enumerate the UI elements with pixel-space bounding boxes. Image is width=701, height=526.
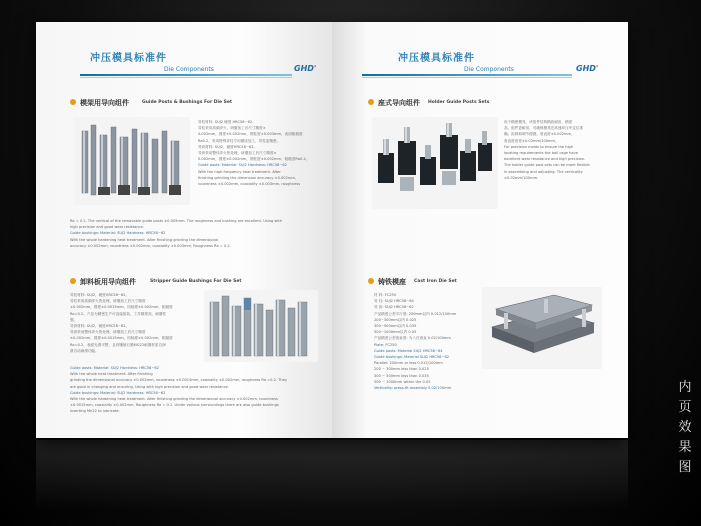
text-line: 导柱采用高频淬火热处理，研磨加工后尺寸精度 (70, 299, 146, 304)
text-line: 200 ~ 300mm less than 0.025 (374, 367, 429, 372)
section-bullet-icon (70, 278, 76, 284)
text-line: 材 料: FC250 (374, 293, 397, 297)
section-bullet-icon (70, 99, 76, 105)
text-line: ±0.002mm，圆度±0.0015mm，同轴度±0.002mm，粗糙度 (70, 336, 173, 341)
right-page (332, 22, 628, 438)
guide-posts-text-full (70, 218, 326, 256)
text-line: roundness ±0.002mm, coaxiality ±0.003mm, roughness (198, 182, 301, 187)
text-line: ±0.02mm/100mm. (504, 175, 539, 180)
text-line: 导柱采用高频淬火，研磨加工后尺寸精度± (198, 126, 266, 131)
section-title-guide-posts: 模架用导向组件 (80, 99, 129, 107)
left-header-title: 冲压模具标准件 (90, 53, 167, 64)
right-logo: GHD' (576, 64, 599, 73)
text-line: in assembling and adjusting. The verticality (504, 169, 583, 174)
text-line: 300 ~ 500mm less than 0.035 (374, 373, 429, 378)
text-line: 0.002mm，圆度±0.002mm，圆柱度±0.002mm，粗糙度Ra0.2。 (198, 157, 310, 162)
text-line: 300~500mm以内 0.035 (374, 324, 417, 329)
left-header-rule (80, 74, 292, 76)
text-line: 导套采用整体淬火热处理，研磨加工后尺寸精度 (70, 330, 146, 335)
text-line: accuracy ±0.002mm, roundness ±0.002mm, coaxiality ±0.003mm, Roughness Ra = 0.2. (70, 243, 231, 248)
text-line: Guide posts: Material SUJ2 HRC58~64 (374, 348, 443, 353)
section-bullet-icon (368, 278, 374, 284)
guide-posts-text-column (198, 119, 324, 215)
text-line: With the high-frequency heat treatment. After (198, 169, 281, 174)
text-line: Ra0.2。采用特殊导柱专用磨床加工，导柱更精密。 (198, 138, 281, 143)
cast-iron-die-set-photo (482, 287, 602, 369)
brochure-spread (36, 22, 628, 438)
right-header-title: 冲压模具标准件 (398, 53, 475, 64)
text-line: Parallel: 200mm or less 0.012/100mm (374, 361, 443, 366)
spread-reflection (36, 440, 628, 510)
text-line: For precision molds to ensure the high (504, 144, 574, 149)
side-label (675, 378, 695, 478)
text-line: 导套采用整体淬火热处理，研磨加工后尺寸精度± (198, 151, 277, 156)
text-line: Ra=0.2，表面光滑平整，且有镶嵌石墨MG22耐磨材质自润 (70, 342, 166, 347)
side-label-char: 内 (678, 380, 692, 395)
section-subtitle-stripper: Stripper Guide Bushings For Die Set (150, 279, 242, 284)
text-line: Ra=0.2。产品为精密生产可直接组装，工作精度高，耐磨性 (70, 311, 167, 316)
text-line: excellent wear resistance and high precision. (504, 157, 586, 162)
section-subtitle-guide-posts: Guide Posts & Bushings For Die Set (142, 100, 233, 105)
holder-posts-text (504, 119, 620, 211)
stripper-bushings-photo (204, 290, 318, 362)
right-header-rule (362, 74, 572, 76)
text-line: 用于精密模具，该组件结构精致耐用，精度 (504, 120, 573, 124)
section-bullet-icon (368, 99, 374, 105)
text-line: 导柱材料: SUJ2，硬度HRC58~62。 (70, 293, 130, 297)
text-line: 500 ~ 1000mm within the 0.05 (374, 379, 431, 384)
text-line: 导 套: SUJ2 HRC58~62 (374, 305, 414, 310)
section-title-holder-posts: 座式导向组件 (378, 99, 420, 107)
text-line: ±0.002mm，圆度±0.0015mm，同轴度±0.002mm，粗糙度 (70, 305, 173, 310)
side-label-char: 效 (678, 420, 692, 435)
right-header-rule-thin (362, 77, 572, 78)
text-line: ±0.0015mm, coaxiality ±0.002mm, Roughness Ra = 0.1. Under various surroundings there are also guide bushings (70, 403, 279, 408)
text-line: 0.002mm，圆度±0.002mm，圆柱度±0.003mm，表面粗糙度 (198, 132, 303, 137)
left-header-rule-thin (80, 77, 292, 78)
text-line: With the whole hardening heat treatment. After finishing grinding the dimensional (70, 237, 219, 242)
text-line: Verticality: press-fit assembly 0.02/100mm (374, 386, 452, 391)
text-line: 导套材料: SUJ2，硬度HRC58~62。 (70, 324, 130, 329)
text-line: Ra = 0.2. The vertical of the removable guide posts ±0.005mm. The roughness and bushing are excellent. Using with (70, 219, 283, 223)
left-page (36, 22, 332, 438)
cast-iron-text (374, 292, 486, 432)
text-line: 垂直度误差±0.02mm/100mm。 (504, 138, 559, 143)
section-subtitle-cast-iron: Cast Iron Die Set (414, 279, 457, 284)
text-line: Guide bushings: Material SUJ2 HRC58~62 (374, 355, 450, 360)
left-header-subtitle: Die Components (164, 66, 214, 73)
section-title-stripper: 卸料板用导向组件 (80, 278, 136, 286)
text-line: 滑自动润滑功能。 (70, 348, 99, 353)
text-line: Guide posts: Material: SUJ2 Hardness: HRC58~62 (198, 163, 287, 168)
right-header-subtitle: Die Components (464, 66, 514, 73)
text-line: With the whole hardening heat treatment. After finishing grinding the dimensional accuracy ±0.002mm, roundness (70, 397, 278, 402)
text-line: Guide posts: Material: SUJ2 Hardness: HRC58~62 (70, 366, 159, 370)
side-label-char: 图 (678, 460, 692, 475)
text-line: finishing grinding the dimension accuracy ±0.002mm, (198, 175, 297, 180)
text-line: With the whole heat treatment. After finishing (70, 372, 153, 377)
text-line: The holder guide post sets can be more flexible (504, 163, 590, 168)
side-label-char: 页 (678, 400, 692, 415)
text-line: 导 柱: SUJ2 HRC58~64 (374, 299, 414, 304)
text-line: high precision and good wear resistance. (70, 225, 144, 230)
text-line: 确。拆卸和调节便捷。垂直度±0.002mm， (504, 132, 575, 137)
text-line: Plate: FC250 (374, 342, 397, 347)
stripper-text-column (70, 292, 198, 362)
left-logo: GHD' (294, 64, 317, 73)
text-line: locating requirements the ball cage have (504, 151, 578, 156)
text-line: are good in changing and ensuring, Using with high precision and good wear resistance. (70, 384, 229, 389)
text-line: Guide bushings: Material: SUJ2 Hardness: HRC58~62 (70, 231, 166, 236)
text-line: inserting Mn22 to lubricate. (70, 409, 120, 414)
text-line: Guide bushings: Material: SUJ2 Hardness: HRC58~62 (70, 390, 166, 395)
holder-guide-posts-photo (372, 117, 498, 209)
text-line: 200~300mm以内 0.025 (374, 317, 417, 322)
text-line: 强。 (70, 317, 78, 322)
text-line: 高，组件更耐用，可确保模具在高速冲压中定位准 (504, 126, 584, 131)
text-line: 导柱材料: SUJ2 硬度 HRC58~62. (198, 120, 254, 124)
stripper-text-full (70, 365, 326, 433)
text-line: 500~1000mm以内 0.05 (374, 330, 417, 335)
section-title-cast-iron: 铸铁模座 (378, 278, 406, 286)
text-line: 产品精度公差平行度: 200mm以内 0.012/100mm (374, 311, 457, 316)
section-subtitle-holder-posts: Holder Guide Posts Sets (428, 100, 490, 105)
guide-posts-photo (74, 117, 190, 205)
text-line: grinding the dimensional accuracy ±0.002mm, roundness ±0.0015mm, coaxiality ±0.002mm, roughness Ra =0.2. They (70, 378, 287, 383)
side-label-char: 果 (678, 440, 692, 455)
text-line: 产品精度公差垂直度: 为八在垂直 0.02/100mm (374, 336, 451, 341)
text-line: 导套材料: SUJ2，硬度HRC58~62。 (198, 144, 258, 149)
